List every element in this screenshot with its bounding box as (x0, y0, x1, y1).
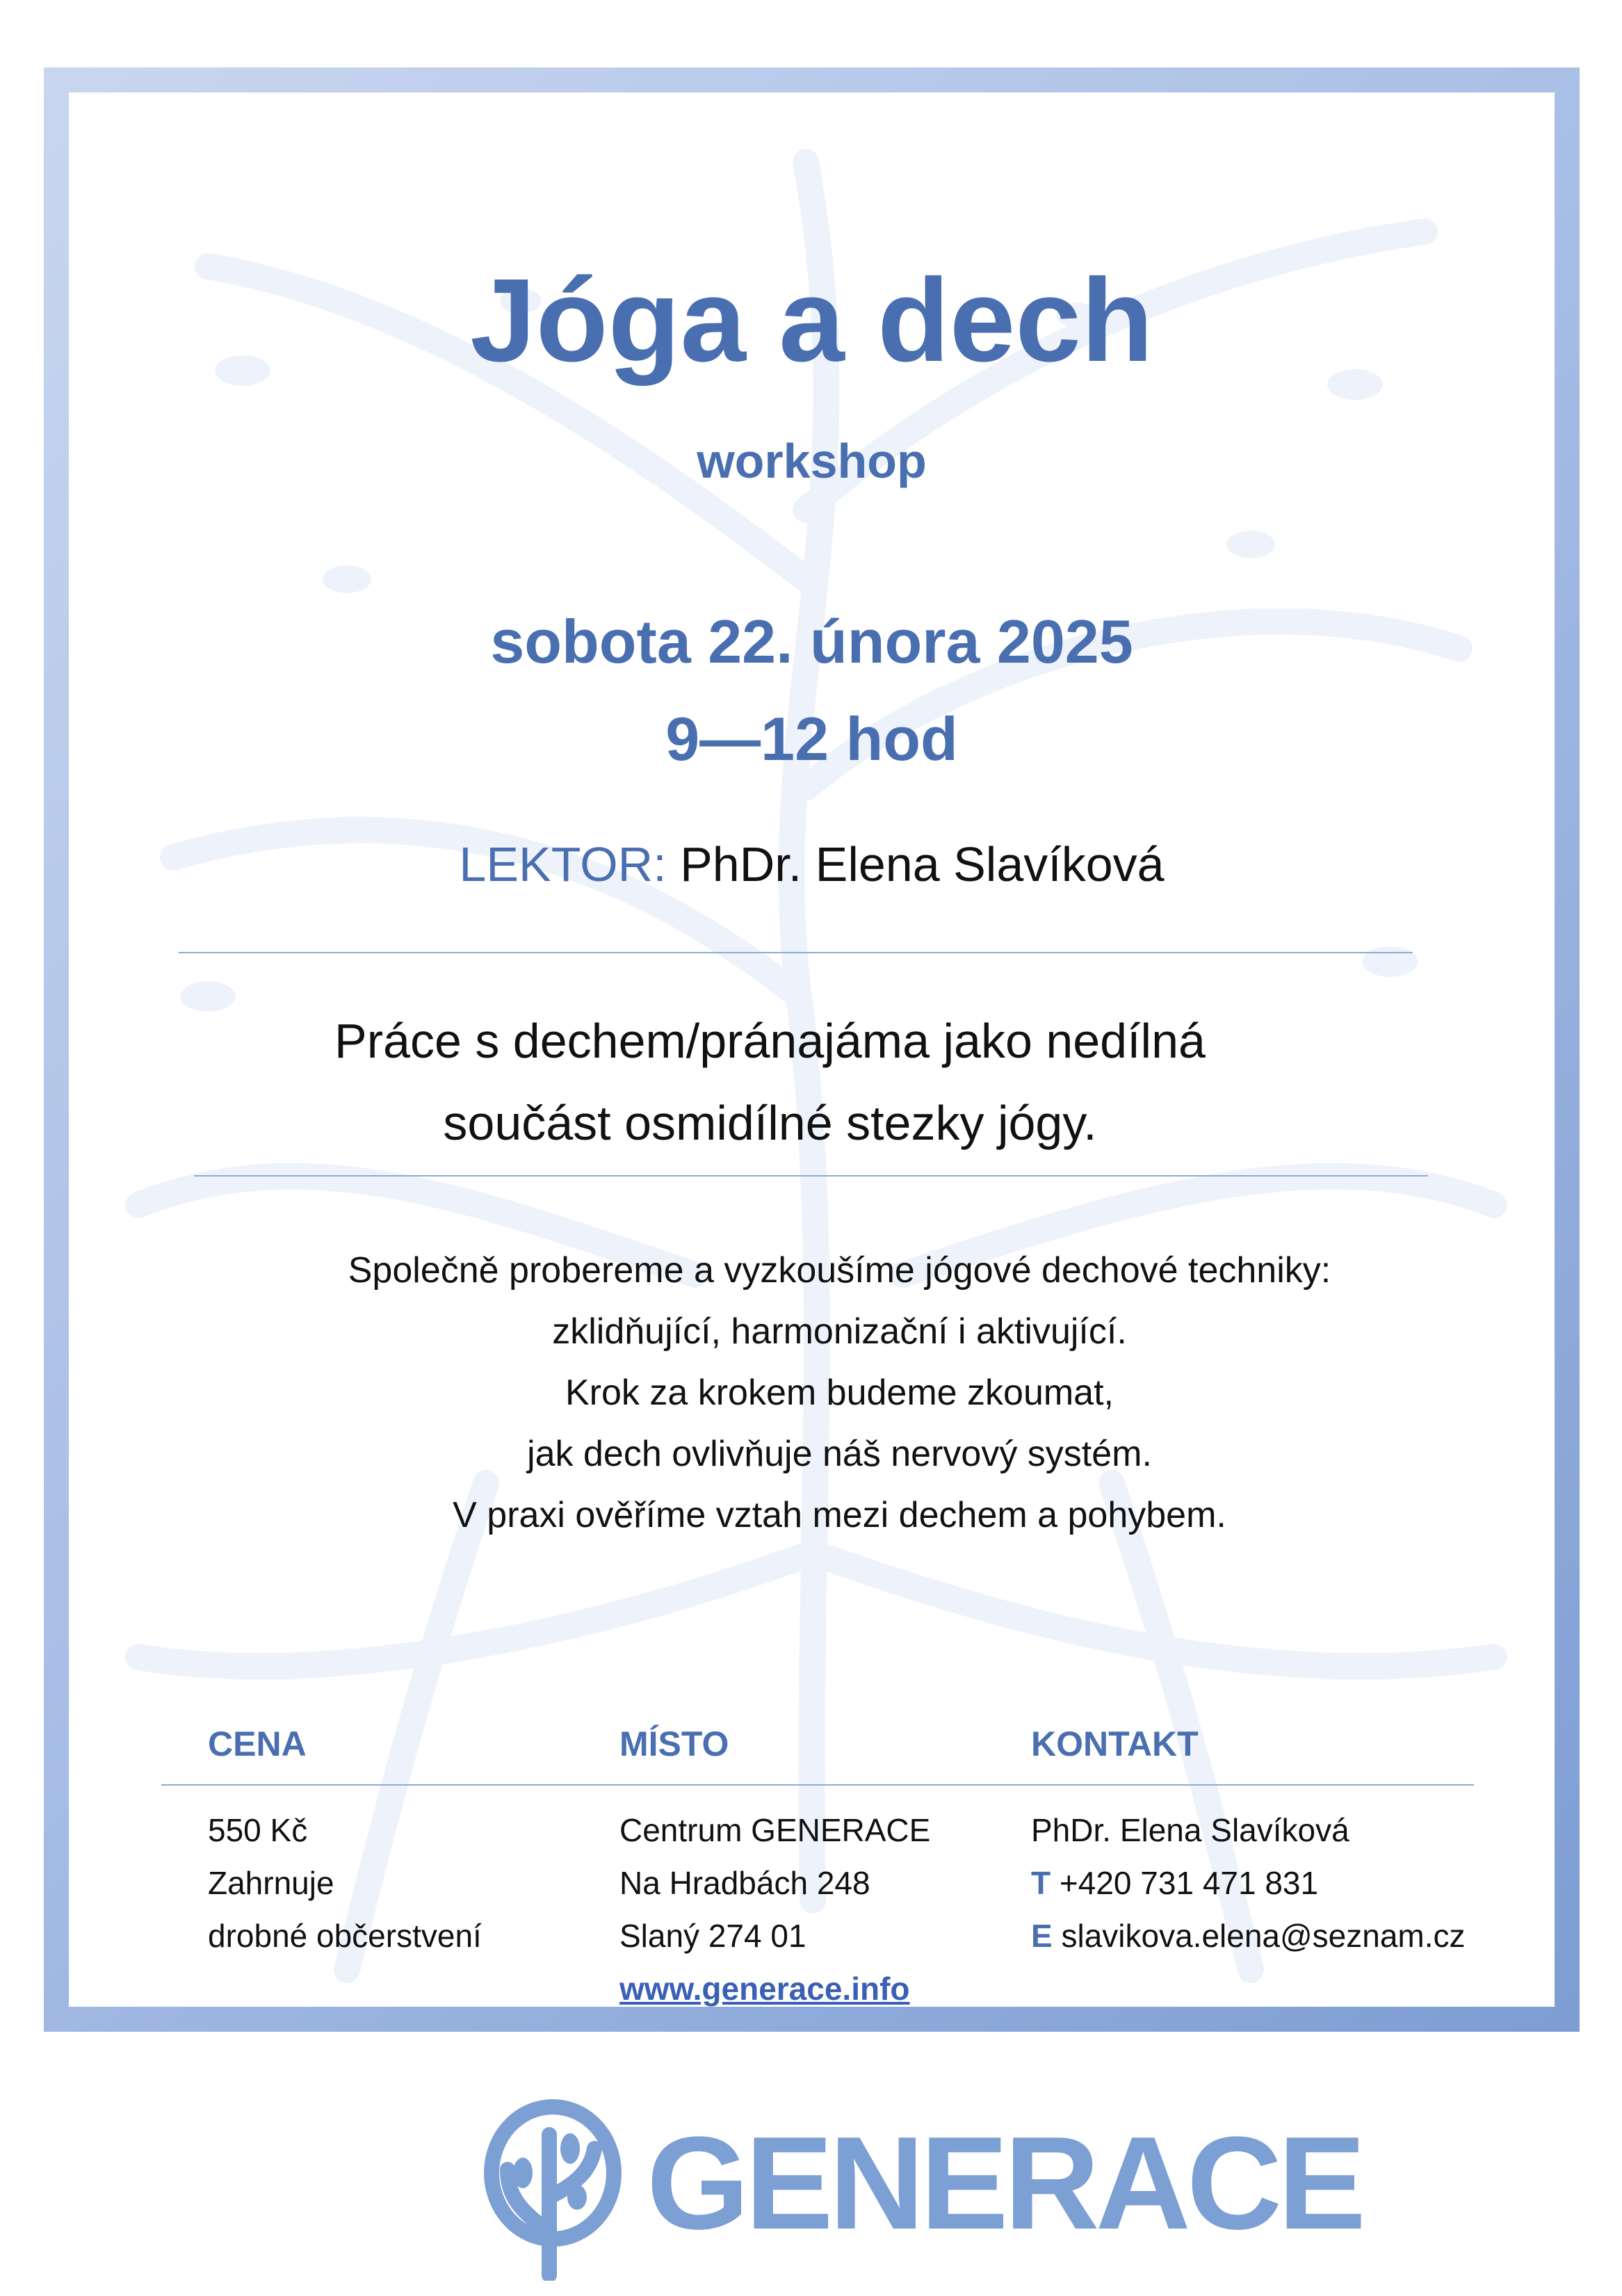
logo-wordmark: GENERACE (647, 2110, 1362, 2257)
lead-line: součást osmidílné stezky jógy. (443, 1096, 1097, 1150)
contact-phone (1031, 1857, 1466, 1909)
lecturer-line (69, 836, 1555, 892)
description-line: Společně probereme a vyzkoušíme jógové dechové techniky: (348, 1250, 1331, 1291)
description-line: Krok za krokem budeme zkoumat, (565, 1373, 1114, 1413)
contact-heading: KONTAKT (1031, 1724, 1199, 1763)
divider (194, 1175, 1428, 1177)
lead-line: Práce s dechem/pránajáma jako nedílná (334, 1014, 1206, 1068)
tree-logo-icon (480, 2093, 633, 2281)
price-heading: CENA (208, 1724, 307, 1763)
lecturer-name: PhDr. Elena Slavíková (680, 837, 1165, 891)
poster-content (69, 92, 1555, 2007)
price-note: Zahrnuje (208, 1865, 334, 1901)
contact-email (1031, 1909, 1466, 1962)
poster-subtitle: workshop (697, 434, 927, 488)
description (124, 1240, 1555, 1546)
price-note: drobné občerstvení (208, 1918, 482, 1954)
price-value: 550 Kč (208, 1812, 308, 1848)
lead-text (69, 1000, 1555, 1164)
price-column (208, 1723, 482, 1962)
website-link[interactable]: www.generace.info (619, 1971, 910, 2007)
email-label: E (1031, 1918, 1053, 1954)
event-time: 9—12 hod (665, 704, 958, 773)
email-address[interactable]: slavikova.elena@seznam.cz (1061, 1918, 1466, 1954)
place-street: Na Hradbách 248 (619, 1865, 870, 1901)
place-name: Centrum GENERACE (619, 1812, 931, 1848)
divider (179, 952, 1413, 953)
contact-name: PhDr. Elena Slavíková (1031, 1812, 1349, 1848)
phone-number[interactable]: +420 731 471 831 (1059, 1865, 1319, 1901)
place-city: Slaný 274 01 (619, 1918, 806, 1954)
place-column (619, 1723, 930, 2007)
contact-column (1031, 1723, 1466, 1962)
description-line: V praxi ověříme vztah mezi dechem a pohybem. (453, 1495, 1226, 1535)
event-day: sobota 22. února 2025 (490, 607, 1133, 676)
description-line: jak dech ovlivňuje náš nervový systém. (527, 1434, 1152, 1474)
generace-logo (480, 2093, 1362, 2281)
description-line: zklidňující, harmonizační i aktivující. (552, 1311, 1127, 1352)
poster-frame (44, 67, 1580, 2032)
poster-title: Jóga a dech (470, 254, 1153, 387)
phone-label: T (1031, 1865, 1051, 1901)
lecturer-label: LEKTOR: (459, 837, 667, 891)
event-date (69, 593, 1555, 788)
place-heading: MÍSTO (619, 1724, 729, 1763)
